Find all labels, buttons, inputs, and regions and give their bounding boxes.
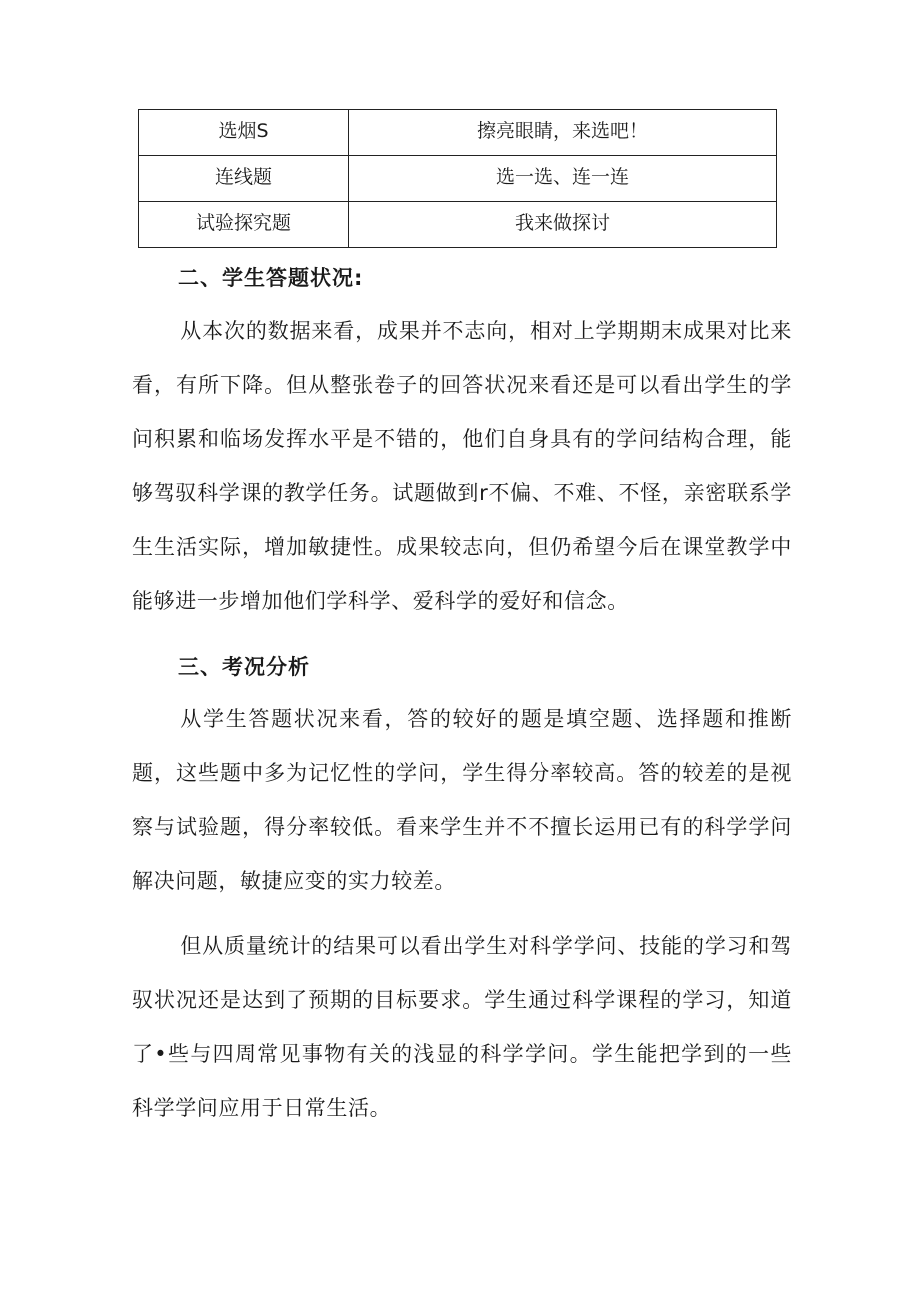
table-row bbox=[139, 110, 777, 156]
table-cell-type: 选烟S bbox=[139, 110, 349, 156]
section2-paragraph: 从本次的数据来看，成果并不志向，相对上学期期末成果对比来看，有所下降。但从整张卷子的回答状况来看还是可以看出学生的学问积累和临场发挥水平是不错的，他们自身具有的学问结构合理，能够驾驭科学课的教学任务。试题做到r不偏、不难、不怪，亲密联系学生生活实际，增加敏捷性。成果较志向，但仍希望今后在课堂教学中能够进一步增加他们学科学、爱科学的爱好和信念。 bbox=[132, 319, 792, 613]
table-cell-desc: 擦亮眼睛，来选吧！ bbox=[349, 110, 777, 156]
section3-paragraph-2: 但从质量统计的结果可以看出学生对科学学问、技能的学习和驾驭状况还是达到了预期的目标要求。学生通过科学课程的学习，知道了•些与四周常见事物有关的浅显的科学学问。学生能把学到的一些科学学问应用于日常生活。 bbox=[132, 934, 792, 1120]
table-cell-type: 试验探究题 bbox=[139, 202, 349, 248]
table-cell-desc: 选一选、连一连 bbox=[349, 156, 777, 202]
table-row bbox=[139, 202, 777, 248]
section3-paragraph-1: 从学生答题状况来看，答的较好的题是填空题、选择题和推断题，这些题中多为记忆性的学问，学生得分率较高。答的较差的是视察与试验题，得分率较低。看来学生并不不擅长运用已有的科学学问解决问题，敏捷应变的实力较差。 bbox=[132, 707, 792, 893]
table-cell-desc: 我来做探讨 bbox=[349, 202, 777, 248]
table-row bbox=[139, 156, 777, 202]
question-type-table bbox=[138, 109, 777, 248]
section3-heading: 三、考况分析 bbox=[178, 655, 310, 679]
table-cell-type: 连线题 bbox=[139, 156, 349, 202]
section2-heading: 二、学生答题状况: bbox=[178, 266, 364, 290]
